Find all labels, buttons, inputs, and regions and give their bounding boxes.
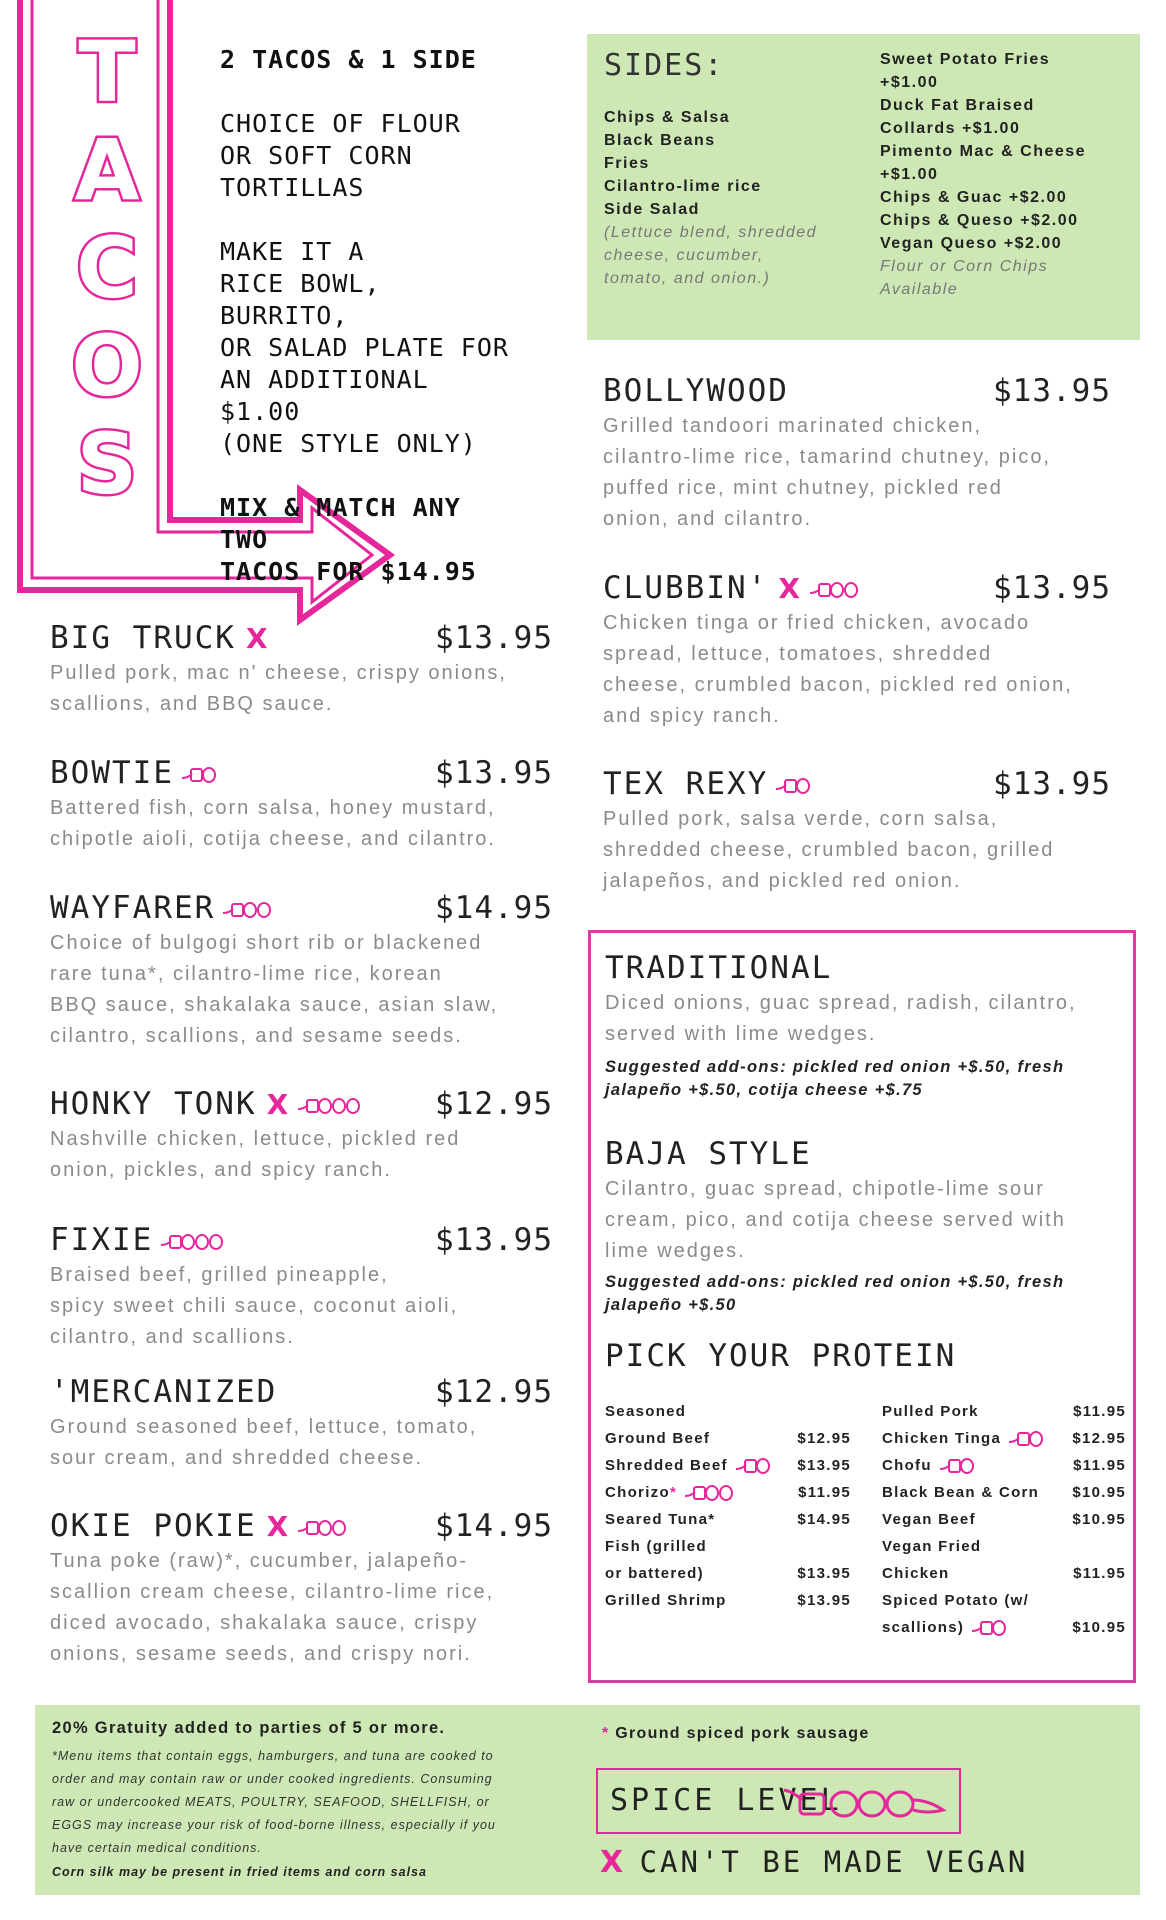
protein-name: scallions) — [882, 1619, 965, 1636]
protein-name: Ground Beef — [605, 1430, 711, 1447]
chili-pepper-icon — [938, 1455, 978, 1477]
protein-price: $13.95 — [797, 1592, 851, 1609]
item-name-text: BOLLYWOOD — [603, 373, 789, 409]
x-mark-icon: X — [600, 1845, 624, 1880]
intro-style-b: RICE BOWL, BURRITO, — [220, 269, 381, 330]
menu-item-okie-pokie — [50, 1508, 553, 1670]
protein-name: Chicken — [882, 1565, 950, 1582]
tacos-letter-t: T — [78, 23, 136, 121]
protein-option — [882, 1479, 1126, 1506]
item-price: $12.95 — [435, 1374, 553, 1410]
item-price: $14.95 — [435, 1508, 553, 1544]
intro-style-d: AN ADDITIONAL $1.00 — [220, 365, 429, 426]
item-price: $13.95 — [993, 570, 1111, 606]
protein-option — [882, 1560, 1126, 1587]
side-item: Black Beans — [604, 132, 716, 149]
chili-pepper-icon — [970, 1617, 1010, 1639]
item-description: Braised beef, grilled pineapple, spicy sweet chili sauce, coconut aioli, cilantro, and scallions. — [50, 1264, 459, 1348]
menu-item-tex-rexy — [603, 766, 1123, 897]
item-price: $14.95 — [435, 890, 553, 926]
intro-style-c: OR SALAD PLATE FOR — [220, 333, 509, 362]
item-name-text: OKIE POKIE — [50, 1508, 257, 1544]
protein-option — [605, 1533, 851, 1560]
side-item: +$1.00 — [880, 74, 939, 91]
chili-pepper-icon — [774, 775, 814, 797]
side-item: Collards +$1.00 — [880, 120, 1021, 137]
intro-tortillas-a: CHOICE OF FLOUR — [220, 109, 461, 138]
protein-name: Vegan Fried — [882, 1538, 982, 1555]
intro-style-a: MAKE IT A — [220, 237, 365, 266]
chili-pepper-icon — [808, 579, 862, 601]
protein-name: Spiced Potato (w/ — [882, 1592, 1030, 1609]
protein-name: Grilled Shrimp — [605, 1592, 727, 1609]
sides-right-list — [880, 48, 1086, 301]
menu-item-mercanized — [50, 1374, 553, 1474]
protein-name: Seared Tuna* — [605, 1511, 716, 1528]
side-chips-note: Flour or Corn Chips — [880, 258, 1049, 275]
menu-item-wayfarer — [50, 890, 553, 1052]
item-price: $13.95 — [435, 1222, 553, 1258]
item-price: $13.95 — [435, 620, 553, 656]
chili-pepper-icon — [778, 1782, 948, 1824]
sides-panel — [587, 34, 1140, 340]
tacos-letter-a: A — [74, 121, 140, 219]
side-item: Chips & Salsa — [604, 109, 731, 126]
food-safety-disclaimer: *Menu items that contain eggs, hamburgers, and tuna are cooked to order and may contain raw or under cooked ingredients. Consuming raw or undercooked MEATS, POULTRY, SEAFOOD, SHELLFISH, or EGGS may increase your risk of food-borne illness, especially if you have certain medical conditions. — [52, 1749, 496, 1855]
vegan-legend — [600, 1845, 1028, 1880]
menu-item-big-truck — [50, 620, 553, 720]
protein-option — [605, 1398, 851, 1425]
x-mark-icon: X — [245, 622, 270, 655]
protein-option — [882, 1425, 1126, 1452]
protein-price: $12.95 — [1072, 1430, 1126, 1447]
x-mark-icon: X — [778, 572, 802, 605]
item-name: TRADITIONAL — [605, 950, 833, 986]
menu-item-traditional — [605, 950, 1125, 1102]
footer-notice-panel — [35, 1705, 588, 1895]
side-salad-note: cheese, cucumber, — [604, 247, 764, 264]
protein-price: $10.95 — [1072, 1484, 1126, 1501]
protein-name: Chorizo — [605, 1484, 670, 1501]
spice-level-label: SPICE LEVEL — [610, 1783, 842, 1818]
side-item: Cilantro-lime rice — [604, 178, 762, 195]
item-price: $13.95 — [993, 766, 1111, 802]
protein-price: $11.95 — [1073, 1457, 1126, 1474]
side-item: Chips & Guac +$2.00 — [880, 189, 1068, 206]
footer — [0, 1705, 1140, 1895]
item-description: Cilantro, guac spread, chipotle-lime sour cream, pico, and cotija cheese served with lime wedges. — [605, 1178, 1066, 1262]
item-name-text: WAYFARER — [50, 890, 216, 926]
sides-left-list — [604, 106, 817, 290]
intro-style-e: (ONE STYLE ONLY) — [220, 429, 477, 458]
item-addons: Suggested add-ons: pickled red onion +$.50, fresh jalapeño +$.50 — [605, 1273, 1065, 1314]
chili-pepper-icon — [1007, 1428, 1047, 1450]
menu-item-bowtie — [50, 755, 553, 855]
item-name-text: BOWTIE — [50, 755, 174, 791]
protein-option — [882, 1614, 1126, 1641]
item-description: Ground seasoned beef, lettuce, tomato, sour cream, and shredded cheese. — [50, 1416, 478, 1469]
chili-pepper-icon — [180, 764, 220, 786]
item-name-text: HONKY TONK — [50, 1086, 257, 1122]
protein-price: $13.95 — [797, 1565, 851, 1582]
side-item: Side Salad — [604, 201, 700, 218]
protein-name: or battered) — [605, 1565, 704, 1582]
protein-name: Shredded Beef — [605, 1457, 728, 1474]
protein-option — [882, 1452, 1126, 1479]
protein-option — [882, 1506, 1126, 1533]
star-symbol: * — [669, 1484, 678, 1501]
side-item: +$1.00 — [880, 166, 939, 183]
protein-option — [605, 1560, 851, 1587]
protein-option — [605, 1587, 851, 1614]
item-name-text: TEX REXY — [603, 766, 769, 802]
intro-tortillas-b: OR SOFT CORN TORTILLAS — [220, 141, 413, 202]
tacos-letter-c: C — [76, 219, 138, 317]
side-salad-note: (Lettuce blend, shredded — [604, 224, 818, 241]
protein-price: $11.95 — [798, 1484, 851, 1501]
protein-option — [605, 1479, 851, 1506]
spice-level-legend — [596, 1768, 961, 1834]
x-mark-icon: X — [266, 1510, 291, 1543]
star-symbol: * — [602, 1725, 610, 1742]
protein-option — [605, 1452, 851, 1479]
chili-pepper-icon — [734, 1455, 774, 1477]
protein-price: $12.95 — [797, 1430, 851, 1447]
item-addons: Suggested add-ons: pickled red onion +$.50, fresh jalapeño +$.50, cotija cheese +$.75 — [605, 1058, 1065, 1099]
item-description: Pulled pork, salsa verde, corn salsa, shredded cheese, crumbled bacon, grilled jalapeños, and pickled red onion. — [603, 808, 1055, 892]
menu-item-fixie — [50, 1222, 553, 1353]
item-name-text: CLUBBIN' — [603, 570, 769, 606]
protein-option — [605, 1425, 851, 1452]
intro-mix-a: MIX & MATCH ANY TWO — [220, 493, 461, 554]
protein-list-right — [882, 1398, 1126, 1641]
item-name-text: FIXIE — [50, 1222, 154, 1258]
sides-title: SIDES: — [604, 48, 725, 83]
item-price: $12.95 — [435, 1086, 553, 1122]
tacos-letter-s: S — [76, 415, 138, 513]
protein-name: Pulled Pork — [882, 1403, 979, 1420]
chili-pepper-icon — [296, 1095, 364, 1117]
side-item: Fries — [604, 155, 650, 172]
menu-item-clubbin — [603, 570, 1123, 732]
tacos-letter-o: O — [71, 317, 143, 415]
item-price: $13.95 — [435, 755, 553, 791]
item-name: BAJA STYLE — [605, 1136, 812, 1172]
protein-price: $10.95 — [1072, 1511, 1126, 1528]
item-description: Diced onions, guac spread, radish, cilantro, served with lime wedges. — [605, 992, 1077, 1045]
protein-name: Fish (grilled — [605, 1538, 707, 1555]
protein-price: $10.95 — [1072, 1619, 1126, 1636]
star-legend-text: Ground spiced pork sausage — [615, 1725, 870, 1742]
intro-text — [220, 44, 510, 620]
side-item: Duck Fat Braised — [880, 97, 1035, 114]
protein-option — [882, 1398, 1126, 1425]
intro-mix-b: TACOS FOR $14.95 — [220, 557, 477, 586]
protein-price: $13.95 — [797, 1457, 851, 1474]
chili-pepper-icon — [221, 899, 275, 921]
protein-name: Chicken Tinga — [882, 1430, 1002, 1447]
side-item: Vegan Queso +$2.00 — [880, 235, 1063, 252]
menu-item-bollywood — [603, 373, 1123, 535]
protein-option — [605, 1506, 851, 1533]
side-salad-note: tomato, and onion.) — [604, 270, 771, 287]
item-description: Tuna poke (raw)*, cucumber, jalapeño- scallion cream cheese, cilantro-lime rice, diced avocado, shakalaka sauce, crispy onions, sesame seeds, and crispy nori. — [50, 1550, 495, 1665]
x-mark-icon: X — [266, 1088, 291, 1121]
chili-pepper-icon — [159, 1231, 227, 1253]
item-price: $13.95 — [993, 373, 1111, 409]
protein-list-left — [605, 1398, 851, 1614]
item-description: Pulled pork, mac n' cheese, crispy onions, scallions, and BBQ sauce. — [50, 662, 507, 715]
side-item: Pimento Mac & Cheese — [880, 143, 1087, 160]
menu-item-honky-tonk — [50, 1086, 553, 1186]
protein-name: Black Bean & Corn — [882, 1484, 1040, 1501]
protein-price: $14.95 — [797, 1511, 851, 1528]
vegan-legend-text: CAN'T BE MADE VEGAN — [639, 1845, 1029, 1879]
gratuity-notice: 20% Gratuity added to parties of 5 or more. — [52, 1719, 446, 1737]
protein-option — [882, 1533, 1126, 1560]
protein-title: PICK YOUR PROTEIN — [605, 1338, 957, 1374]
chili-pepper-icon — [296, 1517, 350, 1539]
intro-line-1: 2 TACOS & 1 SIDE — [220, 45, 477, 74]
item-description: Nashville chicken, lettuce, pickled red onion, pickles, and spicy ranch. — [50, 1128, 461, 1181]
corn-silk-notice: Corn silk may be present in fried items and corn salsa — [52, 1865, 427, 1879]
item-description: Chicken tinga or fried chicken, avocado spread, lettuce, tomatoes, shredded cheese, crumbled bacon, pickled red onion, and spicy ranch. — [603, 612, 1073, 727]
protein-price: $11.95 — [1073, 1565, 1126, 1582]
protein-name: Chofu — [882, 1457, 932, 1474]
protein-name: Seasoned — [605, 1403, 687, 1420]
traditional-box — [588, 930, 1136, 1683]
footer-legend-panel — [588, 1705, 1140, 1895]
item-name-text: 'MERCANIZED — [50, 1374, 278, 1410]
item-description: Grilled tandoori marinated chicken, cilantro-lime rice, tamarind chutney, pico, puffed rice, mint chutney, pickled red onion, and cilantro. — [603, 415, 1051, 530]
side-item: Sweet Potato Fries — [880, 51, 1051, 68]
protein-option — [882, 1587, 1126, 1614]
star-legend — [602, 1725, 870, 1743]
item-description: Choice of bulgogi short rib or blackened rare tuna*, cilantro-lime rice, korean BBQ sauce, shakalaka sauce, asian slaw, cilantro, scallions, and sesame seeds. — [50, 932, 499, 1047]
chili-pepper-icon — [683, 1482, 737, 1504]
side-chips-note: Available — [880, 281, 959, 298]
item-description: Battered fish, corn salsa, honey mustard, chipotle aioli, cotija cheese, and cilantro. — [50, 797, 496, 850]
protein-price: $11.95 — [1073, 1403, 1126, 1420]
protein-name: Vegan Beef — [882, 1511, 976, 1528]
item-name-text: BIG TRUCK — [50, 620, 236, 656]
menu-item-baja-style — [605, 1136, 1125, 1317]
side-item: Chips & Queso +$2.00 — [880, 212, 1079, 229]
